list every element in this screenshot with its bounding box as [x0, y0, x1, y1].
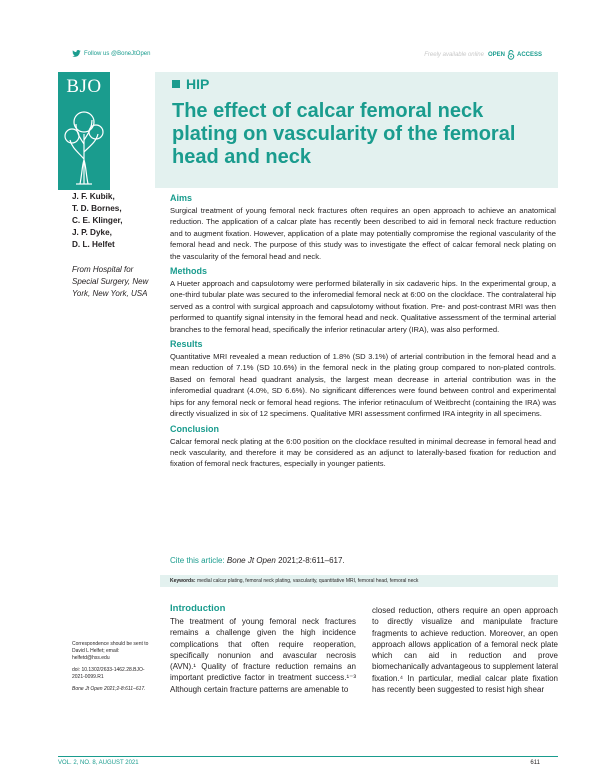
keywords-label: Keywords:	[170, 578, 196, 584]
intro-text-col2: closed reduction, others require an open approach to directly visualize and manipulate fracture fragments to achieve reduction. Moreover, an open approach allows application of a femoral neck plate which can aid in reduction and prove biomechanically advantageous to supplement lateral fixation.⁴ In particular, medial calcar plate fixation has recently been suggested to resist high shear	[372, 606, 558, 695]
abstract-heading-results: Results	[170, 339, 203, 350]
abstract-heading-aims: Aims	[170, 193, 193, 203]
logo-text: BJO	[66, 76, 102, 97]
section-label	[172, 76, 209, 92]
keywords-bar	[160, 575, 558, 587]
citation-label: Cite this article:	[170, 556, 225, 565]
intro-column-2	[372, 605, 558, 695]
author: J. P. Dyke,	[72, 228, 112, 237]
keywords-text: medial calcar plating, femoral neck plating, vascularity, quantitative MRI, femoral head, femoral neck	[196, 578, 419, 584]
intro-heading: Introduction	[170, 603, 226, 614]
tree-emblem-icon	[62, 104, 106, 186]
abstract-text-conclusion: Calcar femoral neck plating at the 6:00 position on the clockface resulted in minimal decrease in femoral head and neck vascularity, and therefore it may be considered as an adjunct to laterally-based fixation for reduction and fixation of femoral neck fractures, especially in younger patients.	[170, 436, 556, 469]
abstract-text-results: Quantitative MRI revealed a mean reduction of 1.8% (SD 3.1%) of arterial contribution in the femoral head and a mean reduction of 7.1% (SD 10.6%) in the femoral neck in the plating group compared to non-plated controls. Based on femoral head quadrant analysis, the largest mean decrease in arterial contribution was in the inferomedial quadrant (4.0%, SD 6.6%). No significant differences were found between control and experimental hips for any femoral neck or femoral head regions. The inferior retinaculum of Weitbrecht (containing the IRA) was directly visualized in six of 12 specimens. Qualitative MRI assessment confirmed IRA integrity in all specimens.	[170, 352, 556, 419]
abstract-text-aims: Surgical treatment of young femoral neck fractures often requires an open approach to achieve an anatomical reduction. The application of a calcar plate has recently been described to aid in femoral neck fracture reduction and to augment fixation. However, application of a plate may potentially compromise the regional vascularity of the femoral head and neck. The purpose of this study was to investigate the effect of calcar femoral neck plating on the vascularity of the femoral head and neck.	[170, 206, 556, 261]
author: T. D. Bornes,	[72, 204, 122, 213]
author: D. L. Helfet	[72, 240, 115, 249]
abstract-heading-conclusion: Conclusion	[170, 423, 219, 434]
sidebar-notes	[72, 641, 154, 698]
citation-journal: Bone Jt Open	[226, 556, 276, 565]
access-note: Freely available online	[424, 52, 484, 58]
twitter-icon	[72, 50, 81, 57]
abstract	[170, 193, 556, 474]
twitter-handle: Follow us @BoneJtOpen	[84, 50, 151, 57]
twitter-follow[interactable]	[72, 50, 150, 57]
abstract-text-methods: A Hueter approach and capsulotomy were performed bilaterally in six cadaveric hips. In the experimental group, a one-third tubular plate was secured to the inferomedial femoral neck at 6:00 on the clockface. The contralateral hip served as a control with surgical approach and capsulotomy without fixation. Pre- and post-contrast MRI was then performed to quantify signal intensity in the femoral head and neck. Qualitative assessment of the terminal arterial branches to the femoral head, specifically the inferior retinacular artery (IRA), was also performed.	[170, 279, 556, 334]
doi-note[interactable]: doi: 10.1302/2633-1462.28.BJO-2021-0099.R1	[72, 667, 145, 680]
citation	[170, 556, 345, 565]
affiliation: From Hospital for Special Surgery, New York, New York, USA	[72, 265, 149, 298]
intro-text-col1: The treatment of young femoral neck fractures remains a challenge given the high incidence complications that often require reoperation, specifically nonunion and avascular necrosis (AVN).¹ Quality of fracture reduction remains an important predictive factor in treatment success.¹⁻³ Although certain fracture patterns are amenable to	[170, 617, 356, 694]
correspondence-note: Correspondence should be sent to David L Helfet; email: helfetd@hss.edu	[72, 641, 149, 661]
intro-column-1	[170, 603, 356, 695]
journal-ref-note: Bone Jt Open 2021;2-8:611–617.	[72, 686, 146, 692]
oa-left-label: OPEN	[487, 52, 505, 58]
open-access-badge	[488, 50, 542, 60]
journal-logo	[58, 72, 110, 190]
abstract-heading-methods: Methods	[170, 266, 207, 277]
author-list	[72, 191, 123, 251]
open-lock-icon	[507, 50, 515, 60]
section-name: HIP	[186, 76, 210, 92]
page-number: 611	[530, 760, 540, 766]
open-access-header	[424, 50, 542, 60]
oa-right-label: ACCESS	[516, 52, 542, 58]
section-square-icon	[172, 80, 180, 88]
author: C. E. Klinger,	[72, 216, 123, 225]
footer-rule	[58, 756, 558, 757]
citation-ref: 2021;2-8:611–617.	[278, 556, 345, 565]
footer-issue: VOL. 2, NO. 8, AUGUST 2021	[58, 760, 139, 766]
author: J. F. Kubik,	[72, 192, 115, 201]
article-title: The effect of calcar femoral neck plating on vascularity of the femoral head and neck	[172, 100, 516, 168]
